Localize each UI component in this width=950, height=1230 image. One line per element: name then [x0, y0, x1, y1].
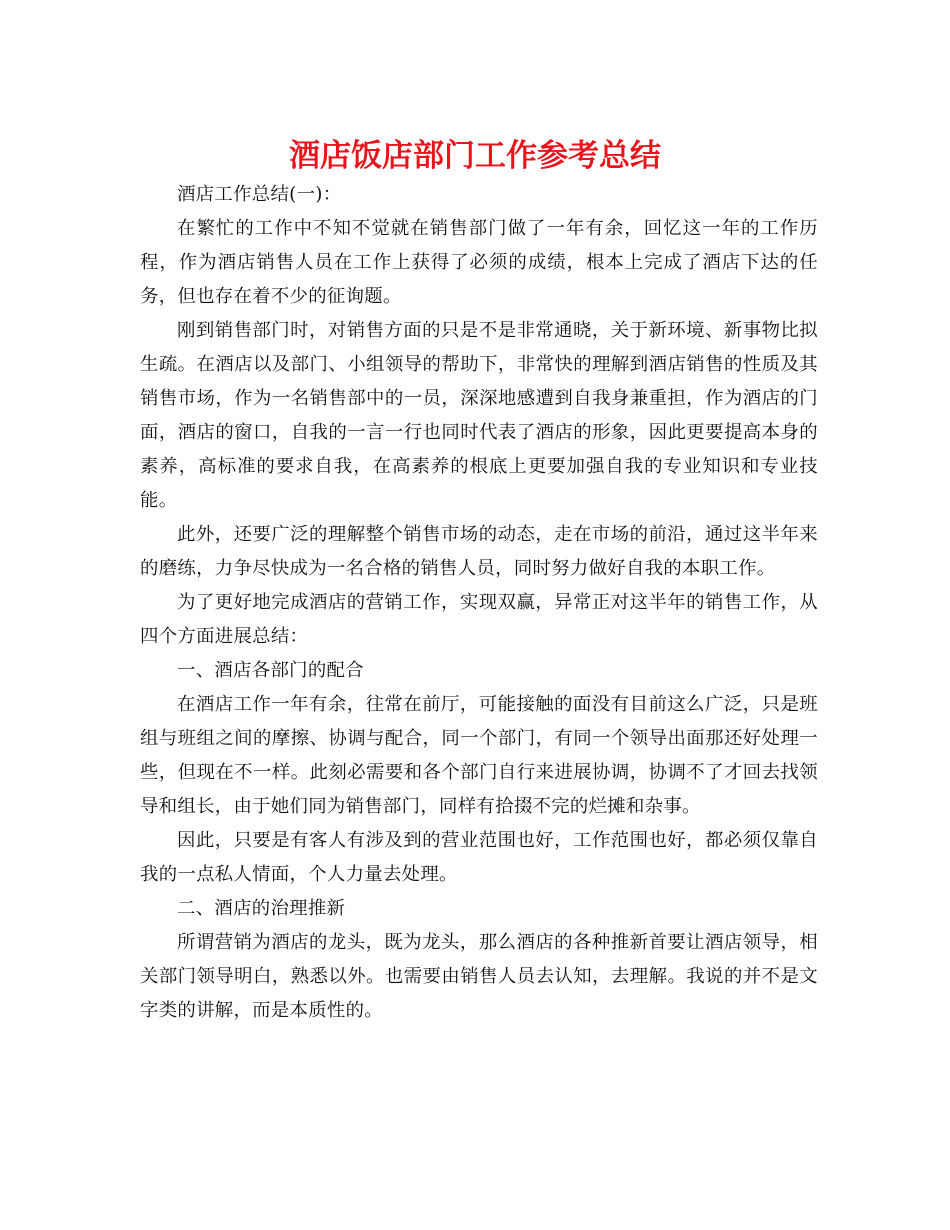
- paragraph: 为了更好地完成酒店的营销工作，实现双赢，异常正对这半年的销售工作，从四个方面进展总结：: [140, 592, 818, 647]
- paragraph: 刚到销售部门时，对销售方面的只是不是非常通晓，关于新环境、新事物比拟生疏。在酒店以及部门、小组领导的帮助下，非常快的理解到酒店销售的性质及其销售市场，作为一名销售部中的一员，深深地感遭到自我身兼重担，作为酒店的门面，酒店的窗口，自我的一言一行也同时代表了酒店的形象，因此更要提高本身的素养，高标准的要求自我，在高素养的根底上更要加强自我的专业知识和专业技能。: [140, 320, 818, 511]
- paragraph: 在繁忙的工作中不知不觉就在销售部门做了一年有余，回忆这一年的工作历程，作为酒店销售人员在工作上获得了必须的成绩，根本上完成了酒店下达的任务，但也存在着不少的征询题。: [140, 218, 818, 307]
- paragraph: 此外，还要广泛的理解整个销售市场的动态，走在市场的前沿，通过这半年来的磨练，力争尽快成为一名合格的销售人员，同时努力做好自我的本职工作。: [140, 524, 818, 579]
- paragraph-subheading: 二、酒店的治理推新: [177, 898, 346, 919]
- paragraph-subheading: 一、酒店各部门的配合: [177, 660, 364, 681]
- paragraph: 所谓营销为酒店的龙头，既为龙头，那么酒店的各种推新首要让酒店领导，相关部门领导明白，熟悉以外。也需要由销售人员去认知，去理解。我说的并不是文字类的讲解，而是本质性的。: [140, 932, 818, 1021]
- paragraph: 因此，只要是有客人有涉及到的营业范围也好，工作范围也好，都必须仅靠自我的一点私人情面，个人力量去处理。: [140, 830, 818, 885]
- document-title: 酒店饭店部门工作参考总结: [289, 138, 661, 174]
- paragraph: 在酒店工作一年有余，往常在前厅，可能接触的面没有目前这么广泛，只是班组与班组之间的摩擦、协调与配合，同一个部门，有同一个领导出面那还好处理一些，但现在不一样。此刻必需要和各个部门自行来进展协调，协调不了才回去找领导和组长，由于她们同为销售部门，同样有拾掇不完的烂摊和杂事。: [140, 694, 818, 817]
- document-body: [140, 178, 818, 1028]
- paragraph-section-heading: 酒店工作总结(一)：: [177, 184, 342, 205]
